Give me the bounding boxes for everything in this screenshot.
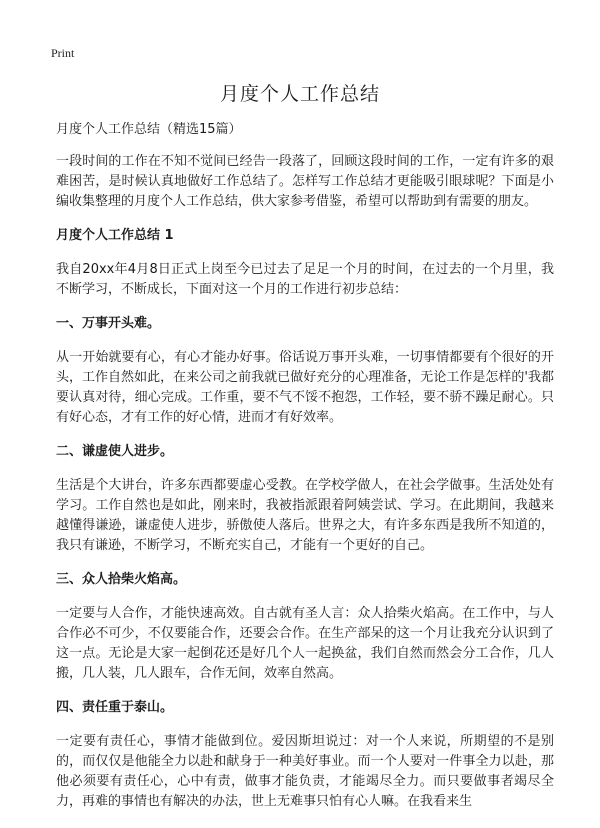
point-body-1: 从一开始就要有心，有心才能办好事。俗话说万事开头难，一切事情都要有个很好的开头，工作自然如此，在来公司之前我就已做好充分的心理准备，无论工作是怎样的'我都要认真对待，细心完成。工作重，要不气不馁不抱怨，工作轻，要不骄不躁足耐心。只有好心态，才有工作的好心情，进而才有好效率。 [56, 350, 554, 425]
document-body [56, 120, 554, 826]
intro-paragraph: 一段时间的工作在不知不觉间已经告一段落了，回顾这段时间的工作，一定有许多的艰难困苦，是时候认真地做好工作总结了。怎样写工作总结才更能吸引眼球呢？下面是小编收集整理的月度个人工作总结，供大家参考借鉴，希望可以帮助到有需要的朋友。 [56, 154, 554, 209]
document-subtitle: 月度个人工作总结（精选15篇） [56, 122, 242, 137]
point-heading-4: 四、责任重于泰山。 [56, 700, 174, 715]
print-link[interactable]: Print [51, 46, 75, 60]
point-body-4: 一定要有责任心，事情才能做到位。爱因斯坦说过：对一个人来说，所期望的不是别的，而仅仅是他能全力以赴和献身于一种美好事业。而一个人要对一件事全力以赴，那他必须要有责任心，心中有责，做事才能负责，才能竭尽全力。而只要做事者竭尽全力，再难的事情也有解决的办法，世上无难事只怕有心人嘛。在我看来生 [56, 734, 554, 809]
point-body-2: 生活是个大讲台，许多东西都要虚心受教。在学校学做人，在社会学做事。生活处处有学习。工作自然也是如此，刚来时，我被指派跟着阿姨尝试、学习。在此期间，我越来越懂得谦逊，谦虚使人进步，骄傲使人落后。世界之大，有许多东西是我所不知道的，我只有谦逊，不断学习，不断充实自己，才能有一个更好的自己。 [56, 478, 554, 553]
section-heading: 月度个人工作总结 1 [56, 228, 174, 243]
point-heading-2: 二、谦虚使人进步。 [56, 444, 174, 459]
point-heading-1: 一、万事开头难。 [56, 316, 161, 331]
section-intro-paragraph: 我自20xx年4月8日正式上岗至今已过去了足足一个月的时间，在过去的一个月里，我不断学习，不断成长，下面对这一个月的工作进行初步总结： [56, 262, 554, 297]
point-body-3: 一定要与人合作，才能快速高效。自古就有圣人言：众人拾柴火焰高。在工作中，与人合作必不可少，不仅要能合作，还要会合作。在生产部呆的这一个月让我充分认识到了这一点。无论是大家一起倒花还是好几个人一起换盆，我们自然而然会分工合作，几人搬，几人装，几人跟车，合作无间，效率自然高。 [56, 606, 554, 681]
document-title: 月度个人工作总结 [219, 83, 380, 105]
point-heading-3: 三、众人拾柴火焰高。 [56, 572, 187, 587]
